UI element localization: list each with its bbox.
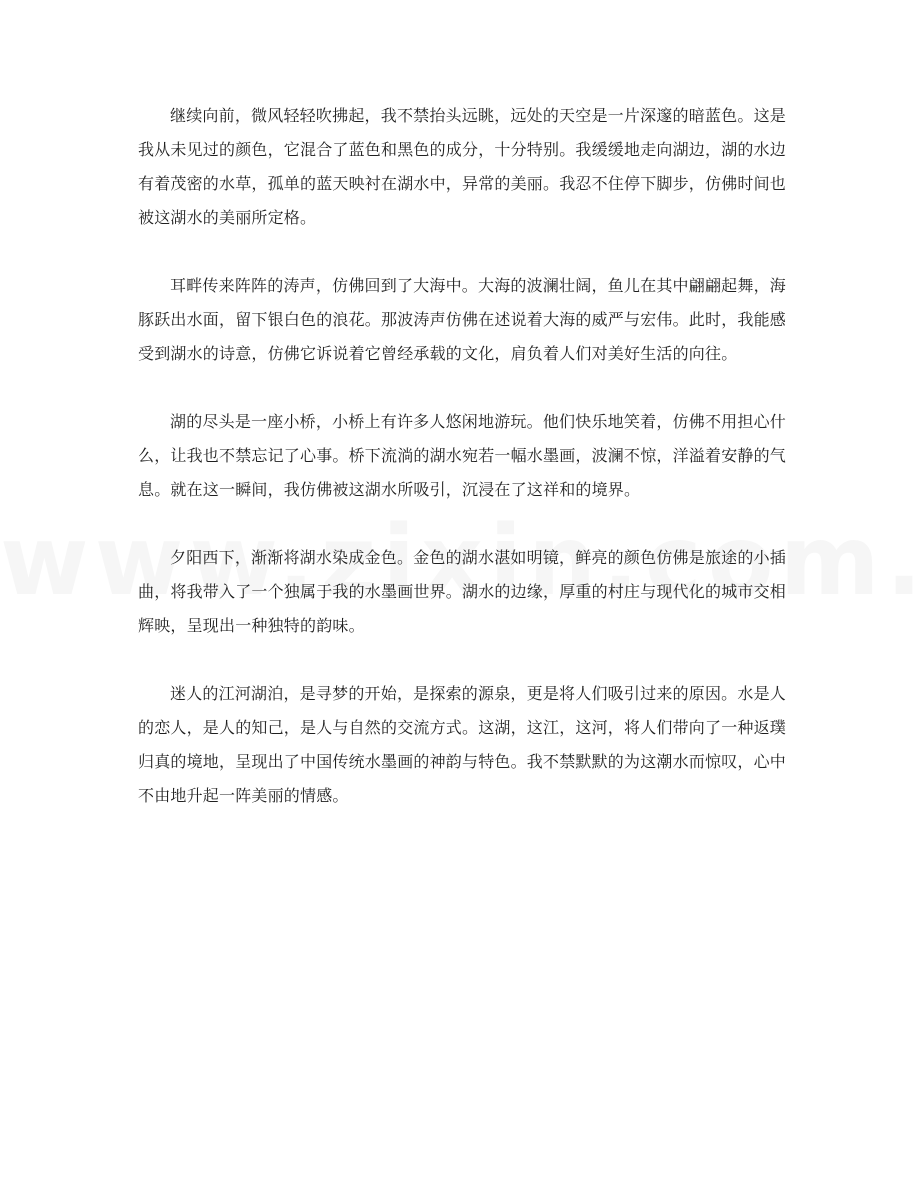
paragraph-5: 迷人的江河湖泊，是寻梦的开始，是探索的源泉，更是将人们吸引过来的原因。水是人的恋人，是人的知己，是人与自然的交流方式。这湖，这江，这河，将人们带向了一种返璞归真的境地，呈现出了中国传统水墨画的神韵与特色。我不禁默默的为这潮水而惊叹，心中不由地升起一阵美丽的情感。 xyxy=(138,684,787,805)
paragraph-3: 湖的尽头是一座小桥，小桥上有许多人悠闲地游玩。他们快乐地笑着，仿佛不用担心什么，让我也不禁忘记了心事。桥下流淌的湖水宛若一幅水墨画，波澜不惊，洋溢着安静的气息。就在这一瞬间，我仿佛被这湖水所吸引，沉浸在了这祥和的境界。 xyxy=(138,412,787,499)
paragraph-2: 耳畔传来阵阵的涛声，仿佛回到了大海中。大海的波澜壮阔，鱼儿在其中翩翩起舞，海豚跃出水面，留下银白色的浪花。那波涛声仿佛在述说着大海的威严与宏伟。此时，我能感受到湖水的诗意，仿佛它诉说着它曾经承载的文化，肩负着人们对美好生活的向往。 xyxy=(138,276,787,363)
paragraph-1: 继续向前，微风轻轻吹拂起，我不禁抬头远眺，远处的天空是一片深邃的暗蓝色。这是我从未见过的颜色，它混合了蓝色和黑色的成分，十分特别。我缓缓地走向湖边，湖的水边有着茂密的水草，孤单的蓝天映衬在湖水中，异常的美丽。我忍不住停下脚步，仿佛时间也被这湖水的美丽所定格。 xyxy=(138,106,787,227)
paragraph-4: 夕阳西下，渐渐将湖水染成金色。金色的湖水湛如明镜，鲜亮的颜色仿佛是旅途的小插曲，将我带入了一个独属于我的水墨画世界。湖水的边缘，厚重的村庄与现代化的城市交相辉映，呈现出一种独特的韵味。 xyxy=(138,548,787,635)
document-body xyxy=(138,99,786,847)
